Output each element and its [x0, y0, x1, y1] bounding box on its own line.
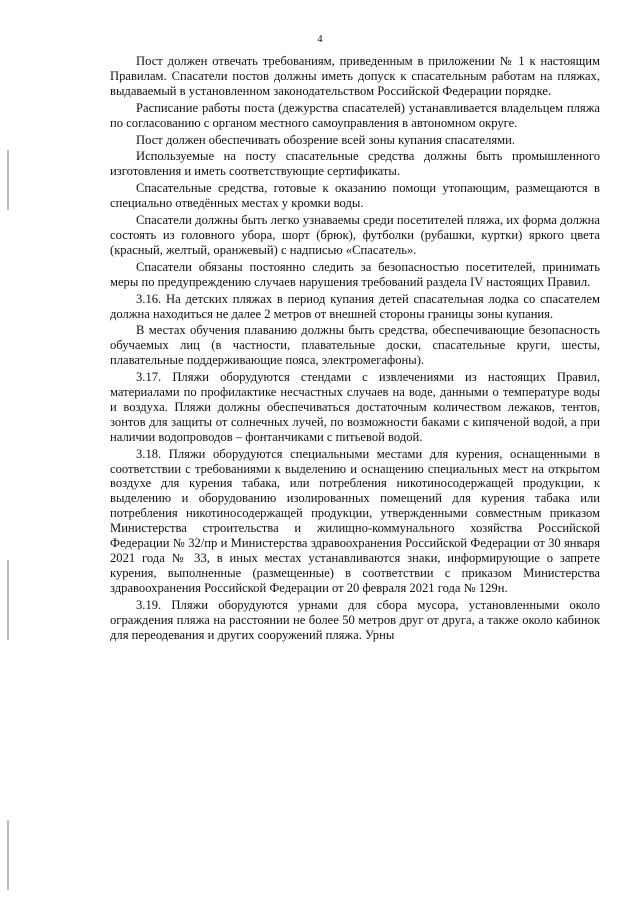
paragraph: Расписание работы поста (дежурства спасателей) устанавливается владельцем пляжа по согласованию с органом местного самоуправления в автономном округе. [110, 100, 600, 130]
paragraph: В местах обучения плаванию должны быть средства, обеспечивающие безопасность обучаемых лиц (в частности, плавательные доски, спасательные круги, шесты, плавательные поддерживающие пояса, электромегафоны). [110, 323, 600, 368]
scan-margin-mark [7, 150, 9, 210]
paragraph-3-18: 3.18. Пляжи оборудуются специальными местами для курения, оснащенными в соответствии с требованиями к выделению и оснащению специальных мест на открытом воздухе для курения табака, или потребления никотиносодержащей продукции, к выделению и оборудованию изолированных помещений для курения табака или потребления никотиносодержащей продукции, утвержденными совместным приказом Министерства строительства и жилищно-коммунального хозяйства Российской Федерации № 32/пр и Министерства здравоохранения Российской Федерации от 30 января 2021 года № 33, в иных местах устанавливаются знаки, информирующие о запрете курения, выполненные (размещенные) в соответствии с приказом Министерства здравоохранения Российской Федерации от 20 февраля 2021 года № 129н. [110, 446, 600, 595]
paragraph: Спасатели обязаны постоянно следить за безопасностью посетителей, принимать меры по предупреждению случаев нарушения требований раздела IV настоящих Правил. [110, 259, 600, 289]
scan-margin-mark [7, 820, 9, 890]
paragraph: Используемые на посту спасательные средства должны быть промышленного изготовления и иметь соответствующие сертификаты. [110, 149, 600, 179]
paragraph: Спасатели должны быть легко узнаваемы среди посетителей пляжа, их форма должна состоять из головного убора, шорт (брюк), футболки (рубашки, куртки) яркого цвета (красный, желтый, оранжевый) с надписью «Спасатель». [110, 213, 600, 257]
paragraph: Пост должен отвечать требованиям, приведенным в приложении № 1 к настоящим Правилам. Спасатели постов должны иметь допуск к спасательным работам на пляжах, выдаваемый в установленном законодательством Российской Федерации порядке. [110, 54, 600, 98]
scan-margin-mark [7, 560, 9, 640]
paragraph-3-19: 3.19. Пляжи оборудуются урнами для сбора мусора, установленными около ограждения пляжа на расстоянии не более 50 метров друг от друга, а также около кабинок для переодевания и других сооружений пляжа. Урны [110, 597, 600, 642]
document-body [110, 54, 600, 644]
page-number: 4 [317, 34, 323, 45]
paragraph: Спасательные средства, готовые к оказанию помощи утопающим, размещаются в специально отведённых местах у кромки воды. [110, 181, 600, 211]
paragraph-3-17: 3.17. Пляжи оборудуются стендами с извлечениями из настоящих Правил, материалами по профилактике несчастных случаев на воде, данными о температуре воды и воздуха. Пляжи должны обеспечиваться достаточным количеством лежаков, тентов, зонтов для защиты от солнечных лучей, по возможности баками с кипяченой водой, а при наличии водопроводов – фонтанчиками с питьевой водой. [110, 370, 600, 444]
paragraph: Пост должен обеспечивать обозрение всей зоны купания спасателями. [136, 132, 516, 147]
paragraph-3-16: 3.16. На детских пляжах в период купания детей спасательная лодка со спасателем должна находиться не далее 2 метров от внешней стороны границы зоны купания. [110, 291, 600, 321]
